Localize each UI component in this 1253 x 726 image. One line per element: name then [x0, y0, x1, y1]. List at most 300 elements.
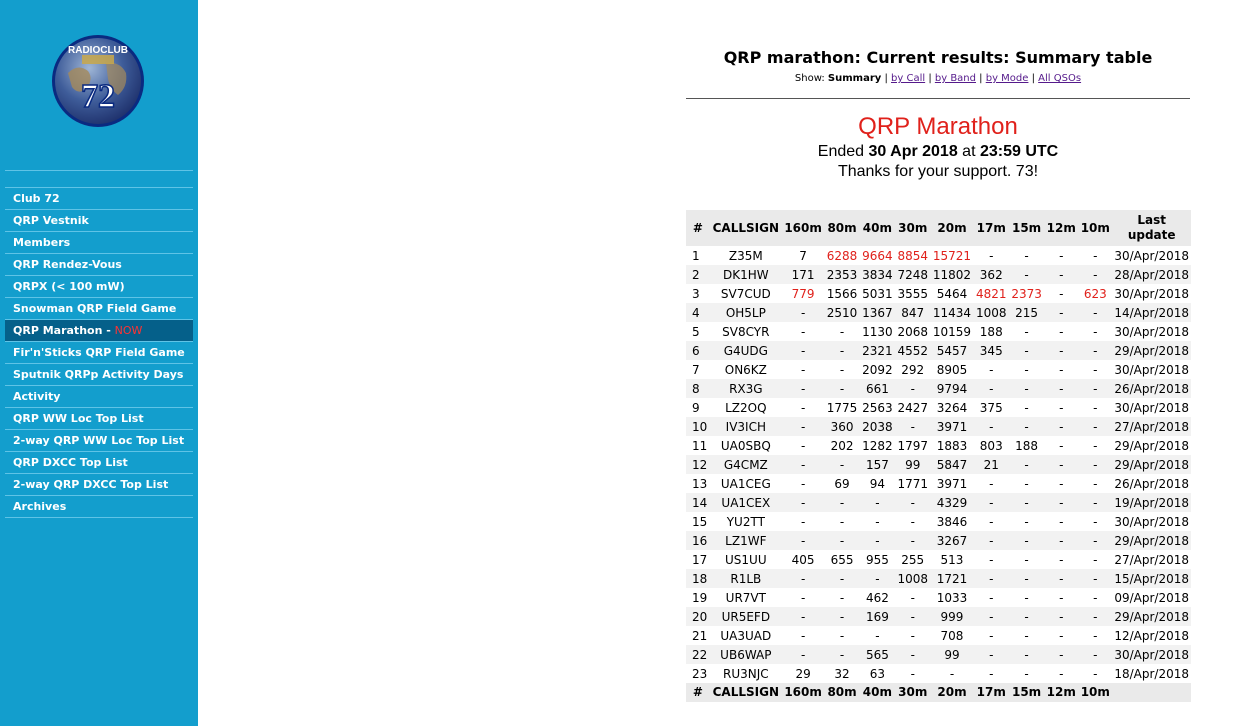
score-cell: - — [1093, 362, 1098, 377]
score-cell: - — [824, 493, 859, 512]
score-cell: 6288 — [826, 248, 858, 263]
score-cell: - — [895, 531, 930, 550]
nav-item-qrp-rendez-vous[interactable]: QRP Rendez-Vous — [5, 254, 193, 276]
score-cell: - — [974, 607, 1009, 626]
score-cell: - — [800, 362, 806, 377]
score-cell: - — [1059, 324, 1064, 339]
nav-item-qrp-dxcc-top-list[interactable]: QRP DXCC Top List — [5, 452, 193, 474]
callsign-cell: UA1CEX — [710, 493, 782, 512]
score-cell: - — [1009, 645, 1044, 664]
table-row — [686, 398, 1191, 417]
column-header-last-update: Last update — [1112, 210, 1191, 246]
score-cell: - — [1009, 607, 1044, 626]
callsign-cell: Z35M — [728, 248, 763, 263]
callsign-cell: G4CMZ — [710, 455, 782, 474]
score-cell: - — [1059, 476, 1064, 491]
score-cell: 2038 — [860, 417, 895, 436]
score-cell: 1566 — [826, 286, 858, 301]
rank-cell: 8 — [686, 379, 710, 398]
last-update-cell: 30/Apr/2018 — [1114, 324, 1189, 339]
score-cell: 779 — [791, 286, 815, 301]
nav-item-2way-qrp-ww-loc-top-list[interactable]: 2-way QRP WW Loc Top List — [5, 430, 193, 452]
callsign-cell: YU2TT — [726, 514, 765, 529]
score-cell: - — [1093, 552, 1098, 567]
score-cell: - — [1009, 493, 1044, 512]
thanks-message: Thanks for your support. 73! — [837, 163, 1039, 180]
column-header-30m: 30m — [895, 210, 930, 246]
column-header-40m: 40m — [860, 210, 895, 246]
score-cell: 3267 — [930, 531, 973, 550]
score-cell: - — [782, 645, 825, 664]
score-cell: - — [782, 493, 825, 512]
callsign-cell: RU3NJC — [723, 666, 769, 681]
score-cell: - — [1044, 493, 1078, 512]
now-badge: NOW — [114, 324, 143, 337]
score-cell: 1771 — [897, 476, 928, 491]
score-cell: 4329 — [930, 493, 973, 512]
score-cell: - — [1093, 248, 1098, 263]
nav-item-members[interactable]: Members — [5, 232, 193, 254]
score-cell: 255 — [901, 552, 925, 567]
nav-item-qrp-vestnik[interactable]: QRP Vestnik — [5, 210, 193, 232]
score-cell: - — [1024, 248, 1029, 263]
score-cell: - — [800, 400, 806, 415]
footer-header-80m: 80m — [824, 683, 859, 702]
score-cell: - — [782, 379, 825, 398]
score-cell: 15721 — [932, 248, 972, 263]
score-cell: - — [1093, 438, 1098, 453]
rank-cell: 21 — [692, 628, 708, 643]
last-update-cell: 14/Apr/2018 — [1112, 303, 1191, 322]
footer-header-rank: # — [686, 683, 710, 702]
score-cell: - — [1078, 265, 1112, 284]
callsign-cell: UB6WAP — [710, 645, 782, 664]
footer-header-30m: 30m — [895, 683, 930, 702]
score-cell: 1367 — [860, 303, 895, 322]
score-cell: - — [1024, 666, 1029, 681]
score-cell: 2373 — [1011, 286, 1042, 301]
table-row — [686, 284, 1191, 303]
score-cell: - — [1078, 455, 1112, 474]
score-cell: - — [1044, 341, 1078, 360]
score-cell: - — [1078, 607, 1112, 626]
score-cell: 462 — [865, 590, 889, 605]
score-cell: - — [1093, 514, 1098, 529]
score-cell: 63 — [869, 666, 886, 681]
score-cell: - — [1044, 569, 1078, 588]
score-cell: - — [1059, 362, 1064, 377]
score-cell: 360 — [824, 417, 859, 436]
score-cell: - — [895, 493, 930, 512]
score-cell: 3834 — [860, 265, 895, 284]
score-cell: 999 — [930, 607, 973, 626]
score-cell: - — [1009, 379, 1044, 398]
score-cell: 3846 — [936, 514, 968, 529]
column-header-80m: 80m — [824, 210, 859, 246]
table-row — [686, 303, 1191, 322]
column-header-12m: 12m — [1044, 210, 1078, 246]
score-cell: 5464 — [936, 286, 968, 301]
score-cell: 2353 — [824, 265, 859, 284]
score-cell: - — [1093, 666, 1098, 681]
nav-item-qrp-marathon-label: QRP Marathon - — [13, 324, 115, 337]
score-cell: - — [1009, 417, 1044, 436]
score-cell: - — [782, 569, 825, 588]
score-cell: - — [910, 590, 915, 605]
score-cell: - — [1059, 400, 1064, 415]
score-cell: - — [974, 645, 1009, 664]
score-cell: 375 — [979, 400, 1003, 415]
callsign-cell: ON6KZ — [724, 362, 767, 377]
score-cell: - — [1059, 438, 1064, 453]
score-cell: - — [839, 628, 845, 643]
score-cell: - — [974, 493, 1009, 512]
table-footer-row — [686, 683, 1191, 702]
callsign-cell: UA1CEG — [720, 476, 771, 491]
score-cell: 11434 — [930, 303, 973, 322]
score-cell: - — [895, 417, 930, 436]
table-row — [686, 246, 1191, 265]
table-row — [686, 588, 1191, 607]
score-cell: - — [1024, 476, 1029, 491]
score-cell: - — [989, 362, 994, 377]
table-row — [686, 379, 1191, 398]
score-cell: 7248 — [895, 265, 930, 284]
nav-item-archives[interactable]: Archives — [5, 496, 193, 518]
score-cell: - — [989, 666, 994, 681]
score-cell: - — [1009, 265, 1044, 284]
score-cell: - — [875, 514, 880, 529]
column-header-10m: 10m — [1078, 210, 1112, 246]
page-title: QRP marathon: Current results: Summary table — [723, 48, 1153, 67]
callsign-cell: G4UDG — [710, 341, 782, 360]
score-cell: 29 — [795, 666, 811, 681]
score-cell: - — [860, 569, 895, 588]
score-cell: - — [782, 303, 825, 322]
score-cell: - — [1078, 493, 1112, 512]
table-row — [686, 626, 1191, 645]
footer-header-40m: 40m — [860, 683, 895, 702]
nav-item-club-72[interactable]: Club 72 — [5, 187, 193, 210]
callsign-cell: IV3ICH — [710, 417, 782, 436]
table-row — [686, 531, 1191, 550]
score-cell: - — [1093, 628, 1098, 643]
show-label: Show: — [794, 73, 825, 84]
score-cell: - — [1078, 645, 1112, 664]
last-update-cell: 29/Apr/2018 — [1114, 438, 1189, 453]
score-cell: - — [895, 607, 930, 626]
score-cell: 5847 — [930, 455, 973, 474]
score-cell: - — [1009, 455, 1044, 474]
score-cell: - — [974, 569, 1009, 588]
table-row — [686, 455, 1191, 474]
last-update-cell: 29/Apr/2018 — [1112, 341, 1191, 360]
ended-at: at — [957, 143, 980, 160]
score-cell: - — [974, 379, 1009, 398]
last-update-cell: 30/Apr/2018 — [1114, 362, 1189, 377]
score-cell: - — [800, 476, 806, 491]
nav-item-qrp-marathon[interactable] — [5, 320, 193, 342]
table-row — [686, 265, 1191, 284]
score-cell: - — [1044, 455, 1078, 474]
score-cell: 1008 — [895, 569, 930, 588]
callsign-cell: R1LB — [710, 569, 782, 588]
score-cell: 3971 — [936, 476, 968, 491]
score-cell: 362 — [974, 265, 1009, 284]
score-cell: - — [1078, 569, 1112, 588]
score-cell: 10159 — [932, 324, 972, 339]
callsign-cell: UA0SBQ — [720, 438, 771, 453]
score-cell: - — [910, 666, 915, 681]
score-cell: 5457 — [930, 341, 973, 360]
column-header-17m: 17m — [974, 210, 1009, 246]
score-cell: - — [1044, 531, 1078, 550]
score-cell: - — [974, 417, 1009, 436]
score-cell: 3971 — [930, 417, 973, 436]
score-cell: 1130 — [862, 324, 893, 339]
rank-cell: 4 — [686, 303, 710, 322]
ended-notice — [686, 143, 1190, 161]
rank-cell: 11 — [692, 438, 708, 453]
score-cell: 1721 — [930, 569, 973, 588]
view-by-mode-link[interactable]: by Mode — [985, 73, 1029, 84]
score-cell: 4821 — [975, 286, 1007, 301]
table-row — [686, 322, 1191, 341]
column-header-160m: 160m — [782, 210, 825, 246]
rank-cell: 13 — [692, 476, 708, 491]
table-row — [686, 493, 1191, 512]
table-row — [686, 569, 1191, 588]
score-cell: 2321 — [860, 341, 895, 360]
score-cell: 1775 — [826, 400, 858, 415]
last-update-cell: 30/Apr/2018 — [1114, 286, 1189, 301]
view-by-band-link[interactable]: by Band — [934, 73, 976, 84]
score-cell: - — [974, 531, 1009, 550]
callsign-cell: SV7CUD — [720, 286, 771, 301]
score-cell: 847 — [895, 303, 930, 322]
score-cell: - — [1044, 303, 1078, 322]
score-cell: 708 — [940, 628, 964, 643]
view-by-call-link[interactable]: by Call — [891, 73, 926, 84]
nav-item-activity[interactable]: Activity — [5, 386, 193, 408]
last-update-cell: 12/Apr/2018 — [1114, 628, 1189, 643]
score-cell: - — [782, 455, 825, 474]
score-cell: - — [895, 379, 930, 398]
ended-date: 30 Apr 2018 — [868, 143, 958, 160]
callsign-cell: SV8CYR — [722, 324, 770, 339]
ended-prefix: Ended — [817, 143, 869, 160]
score-cell: - — [1078, 341, 1112, 360]
last-update-cell: 29/Apr/2018 — [1112, 607, 1191, 626]
last-update-cell: 29/Apr/2018 — [1112, 531, 1191, 550]
score-cell: 2510 — [824, 303, 859, 322]
score-cell: - — [1093, 324, 1098, 339]
results-table — [686, 210, 1191, 702]
score-cell: - — [1059, 666, 1064, 681]
table-header-row — [686, 210, 1191, 246]
score-cell: - — [800, 438, 806, 453]
column-header-15m: 15m — [1009, 210, 1044, 246]
rank-cell: 19 — [692, 590, 708, 605]
rank-cell: 5 — [692, 324, 700, 339]
score-cell: 565 — [860, 645, 895, 664]
nav-item-2way-qrp-dxcc-top-list[interactable]: 2-way QRP DXCC Top List — [5, 474, 193, 496]
score-cell: - — [989, 514, 994, 529]
callsign-cell: DK1HW — [710, 265, 782, 284]
score-cell: - — [1059, 286, 1064, 301]
score-cell: - — [824, 531, 859, 550]
score-cell: - — [875, 628, 880, 643]
rank-cell: 1 — [692, 248, 700, 263]
column-header-callsign: CALLSIGN — [710, 210, 782, 246]
rank-cell: 23 — [692, 666, 708, 681]
radioclub-72-logo-icon[interactable] — [48, 33, 148, 129]
footer-header-20m: 20m — [930, 683, 973, 702]
score-cell: - — [989, 476, 994, 491]
callsign-cell: UR7VT — [725, 590, 766, 605]
score-cell: - — [1044, 417, 1078, 436]
last-update-cell: 30/Apr/2018 — [1112, 645, 1191, 664]
table-row — [686, 360, 1191, 379]
score-cell: - — [824, 455, 859, 474]
score-cell: 1282 — [862, 438, 893, 453]
score-cell: - — [824, 341, 859, 360]
callsign-cell: RX3G — [710, 379, 782, 398]
score-cell: - — [989, 628, 994, 643]
last-update-cell: 29/Apr/2018 — [1112, 455, 1191, 474]
score-cell: 202 — [830, 438, 854, 453]
score-cell: 513 — [940, 552, 964, 567]
score-cell: - — [1059, 590, 1064, 605]
score-cell: - — [824, 645, 859, 664]
view-summary-current: Summary — [827, 73, 882, 84]
contest-title: QRP Marathon — [858, 113, 1018, 140]
column-header-rank: # — [686, 210, 710, 246]
last-update-cell: 30/Apr/2018 — [1114, 400, 1189, 415]
score-cell: - — [800, 590, 806, 605]
score-cell: - — [949, 666, 955, 681]
score-cell: - — [1044, 607, 1078, 626]
score-cell: 955 — [865, 552, 889, 567]
callsign-cell: LZ2OQ — [725, 400, 767, 415]
score-cell: - — [1093, 590, 1098, 605]
rank-cell: 16 — [686, 531, 710, 550]
score-cell: 2427 — [897, 400, 928, 415]
score-cell: - — [895, 645, 930, 664]
score-cell: 655 — [830, 552, 854, 567]
score-cell: - — [1024, 552, 1029, 567]
score-cell: 5031 — [862, 286, 893, 301]
score-cell: 9664 — [862, 248, 893, 263]
score-cell: - — [800, 514, 806, 529]
footer-header-17m: 17m — [974, 683, 1009, 702]
table-row — [686, 341, 1191, 360]
score-cell: - — [782, 531, 825, 550]
nav-item-qrpx[interactable]: QRPX (< 100 mW) — [5, 276, 193, 298]
rank-cell: 2 — [686, 265, 710, 284]
score-cell: - — [989, 248, 994, 263]
score-cell: 171 — [782, 265, 825, 284]
score-cell: - — [1059, 514, 1064, 529]
score-cell: 405 — [791, 552, 815, 567]
score-cell: 8905 — [936, 362, 968, 377]
score-cell: - — [1009, 531, 1044, 550]
last-update-cell: 15/Apr/2018 — [1112, 569, 1191, 588]
nav-item-snowman-qrp-field-game[interactable]: Snowman QRP Field Game — [5, 298, 193, 320]
rank-cell: 3 — [692, 286, 700, 301]
score-cell: - — [1078, 303, 1112, 322]
score-cell: - — [800, 324, 806, 339]
header-divider — [686, 98, 1190, 99]
score-cell: - — [824, 607, 859, 626]
score-cell: 99 — [895, 455, 930, 474]
rank-cell: 22 — [686, 645, 710, 664]
score-cell: 292 — [901, 362, 925, 377]
table-row — [686, 512, 1191, 531]
view-all-qsos-link[interactable]: All QSOs — [1038, 73, 1082, 84]
score-cell: - — [839, 362, 845, 377]
callsign-cell: OH5LP — [710, 303, 782, 322]
svg-text:72: 72 — [81, 78, 115, 115]
score-cell: 2092 — [862, 362, 893, 377]
score-cell: - — [782, 417, 825, 436]
score-cell: - — [989, 552, 994, 567]
score-cell: 1883 — [936, 438, 968, 453]
score-cell: - — [1078, 379, 1112, 398]
score-cell: - — [1009, 569, 1044, 588]
last-update-cell: 26/Apr/2018 — [1112, 379, 1191, 398]
score-cell: 21 — [974, 455, 1009, 474]
score-cell: 1008 — [974, 303, 1009, 322]
score-cell: - — [1044, 645, 1078, 664]
sidebar — [0, 0, 198, 726]
score-cell: - — [1059, 628, 1064, 643]
score-cell: 9794 — [930, 379, 973, 398]
last-update-cell: 30/Apr/2018 — [1114, 248, 1189, 263]
score-cell: - — [839, 590, 845, 605]
score-cell: - — [860, 493, 895, 512]
footer-header-callsign: CALLSIGN — [710, 683, 782, 702]
rank-cell: 12 — [686, 455, 710, 474]
main-navigation — [5, 170, 193, 518]
score-cell: - — [839, 324, 845, 339]
table-row — [686, 664, 1191, 683]
score-cell: 99 — [930, 645, 973, 664]
score-cell: - — [860, 531, 895, 550]
score-cell: 4552 — [895, 341, 930, 360]
table-row — [686, 645, 1191, 664]
score-cell: 1033 — [936, 590, 968, 605]
nav-item-firn-sticks-qrp-field-game[interactable]: Fir'n'Sticks QRP Field Game — [5, 342, 193, 364]
nav-item-qrp-ww-loc-top-list[interactable]: QRP WW Loc Top List — [5, 408, 193, 430]
score-cell: - — [910, 514, 915, 529]
score-cell: 188 — [979, 324, 1003, 339]
score-cell: - — [1044, 265, 1078, 284]
score-cell: - — [800, 628, 806, 643]
table-row — [686, 607, 1191, 626]
footer-header-10m: 10m — [1078, 683, 1112, 702]
last-update-cell: 27/Apr/2018 — [1114, 552, 1189, 567]
rank-cell: 18 — [686, 569, 710, 588]
last-update-cell: 27/Apr/2018 — [1112, 417, 1191, 436]
last-update-cell: 18/Apr/2018 — [1114, 666, 1189, 681]
callsign-cell: UA3UAD — [720, 628, 772, 643]
svg-text:RADIOCLUB: RADIOCLUB — [68, 45, 128, 56]
score-cell: 661 — [860, 379, 895, 398]
last-update-cell: 30/Apr/2018 — [1114, 514, 1189, 529]
ended-time: 23:59 UTC — [979, 143, 1059, 160]
nav-item-sputnik-qrpp-activity-days[interactable]: Sputnik QRPp Activity Days — [5, 364, 193, 386]
